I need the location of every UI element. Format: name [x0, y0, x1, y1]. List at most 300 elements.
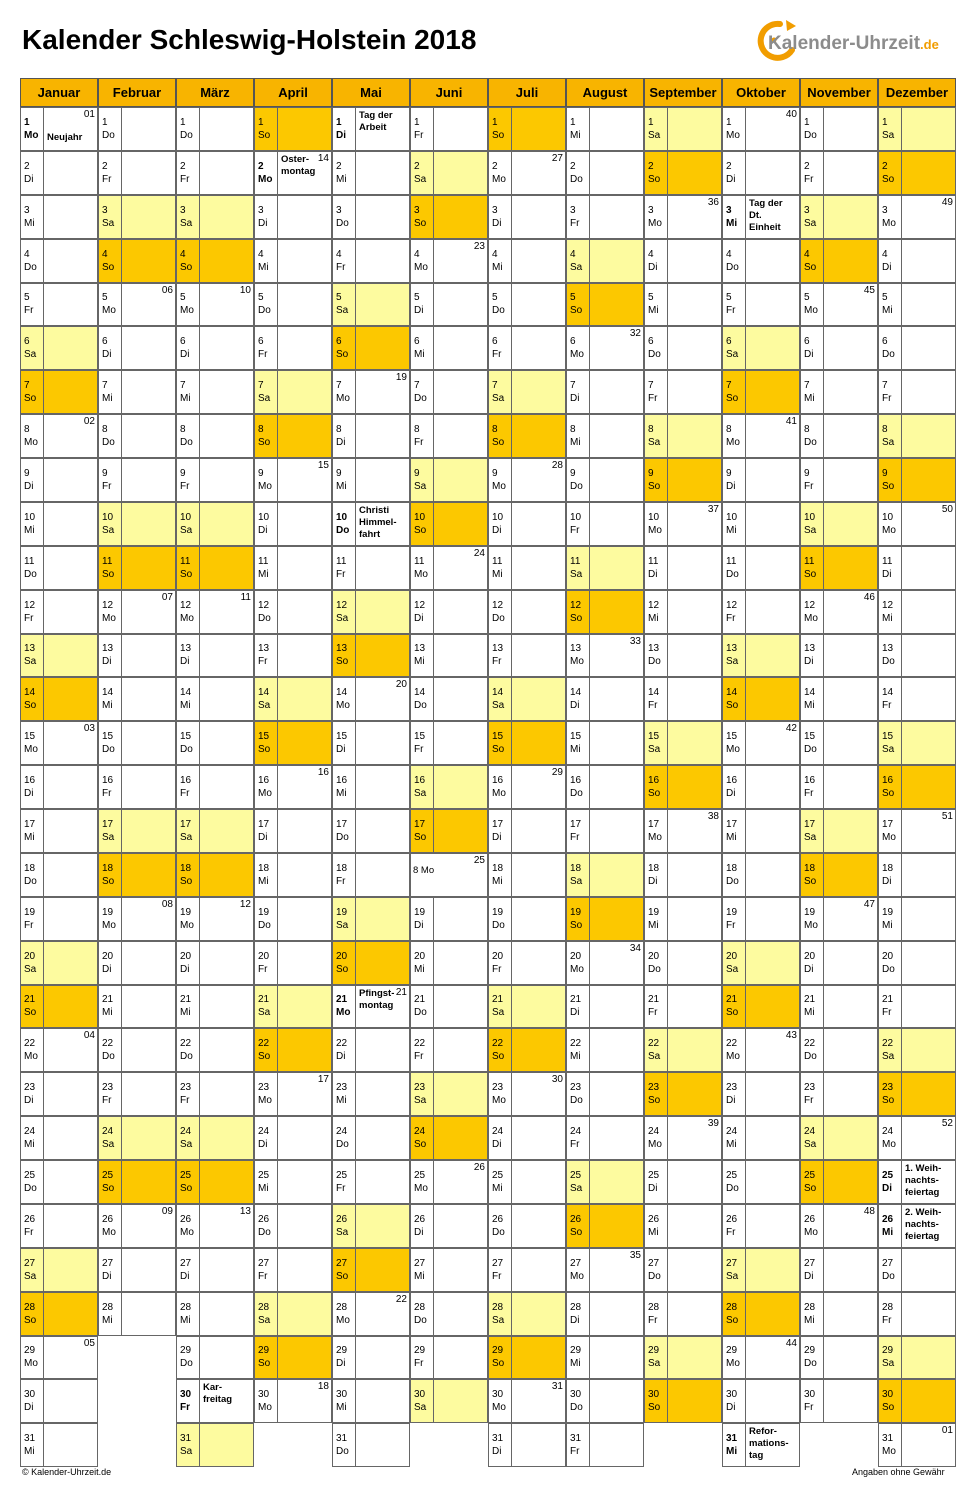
day-cell[interactable] — [644, 634, 722, 678]
day-cell[interactable] — [566, 809, 644, 853]
day-cell[interactable] — [488, 985, 566, 1029]
day-cell[interactable] — [176, 195, 254, 239]
day-cell[interactable] — [566, 195, 644, 239]
day-cell[interactable] — [566, 502, 644, 546]
day-cell[interactable] — [644, 414, 722, 458]
day-cell[interactable] — [644, 590, 722, 634]
day-cell[interactable] — [566, 151, 644, 195]
day-cell[interactable] — [800, 195, 878, 239]
day-cell[interactable] — [644, 458, 722, 502]
day-cell[interactable] — [20, 107, 98, 151]
day-cell[interactable] — [878, 1028, 956, 1072]
day-cell[interactable] — [488, 809, 566, 853]
day-cell[interactable] — [800, 677, 878, 721]
day-cell[interactable] — [254, 853, 332, 897]
day-cell[interactable] — [98, 1204, 176, 1248]
day-cell[interactable] — [254, 195, 332, 239]
day-cell[interactable] — [98, 721, 176, 765]
day-cell[interactable] — [20, 1336, 98, 1380]
day-cell[interactable] — [488, 195, 566, 239]
day-cell[interactable] — [176, 414, 254, 458]
day-cell[interactable] — [176, 1248, 254, 1292]
day-cell[interactable] — [410, 151, 488, 195]
day-cell[interactable] — [332, 283, 410, 327]
day-cell[interactable] — [176, 721, 254, 765]
day-cell[interactable] — [332, 502, 410, 546]
day-cell[interactable] — [722, 1116, 800, 1160]
day-cell[interactable] — [800, 1204, 878, 1248]
day-cell[interactable] — [332, 1116, 410, 1160]
day-cell[interactable] — [800, 634, 878, 678]
day-cell[interactable] — [722, 107, 800, 151]
day-cell[interactable] — [20, 634, 98, 678]
day-cell[interactable] — [176, 765, 254, 809]
day-cell[interactable] — [800, 1160, 878, 1204]
day-cell[interactable] — [566, 414, 644, 458]
day-cell[interactable] — [254, 1336, 332, 1380]
day-cell[interactable] — [878, 677, 956, 721]
day-cell[interactable] — [410, 765, 488, 809]
day-cell[interactable] — [98, 370, 176, 414]
day-cell[interactable] — [644, 721, 722, 765]
day-cell[interactable] — [332, 1072, 410, 1116]
day-cell[interactable] — [644, 809, 722, 853]
day-cell[interactable] — [722, 458, 800, 502]
day-cell[interactable] — [800, 458, 878, 502]
day-cell[interactable] — [800, 502, 878, 546]
day-cell[interactable] — [332, 941, 410, 985]
day-cell[interactable] — [722, 1379, 800, 1423]
day-cell[interactable] — [176, 1423, 254, 1467]
day-cell[interactable] — [878, 1248, 956, 1292]
day-cell[interactable] — [20, 809, 98, 853]
day-cell[interactable] — [878, 151, 956, 195]
day-cell[interactable] — [254, 1072, 332, 1116]
day-cell[interactable] — [644, 546, 722, 590]
day-cell[interactable] — [722, 326, 800, 370]
day-cell[interactable] — [98, 765, 176, 809]
day-cell[interactable] — [410, 634, 488, 678]
day-cell[interactable] — [254, 1248, 332, 1292]
day-cell[interactable] — [254, 985, 332, 1029]
day-cell[interactable] — [800, 414, 878, 458]
day-cell[interactable] — [98, 897, 176, 941]
day-cell[interactable] — [20, 195, 98, 239]
day-cell[interactable] — [566, 546, 644, 590]
day-cell[interactable] — [566, 590, 644, 634]
day-cell[interactable] — [20, 677, 98, 721]
day-cell[interactable] — [800, 1292, 878, 1336]
day-cell[interactable] — [20, 721, 98, 765]
day-cell[interactable] — [332, 195, 410, 239]
day-cell[interactable] — [800, 1336, 878, 1380]
day-cell[interactable] — [332, 1423, 410, 1467]
day-cell[interactable] — [566, 1336, 644, 1380]
day-cell[interactable] — [332, 1336, 410, 1380]
day-cell[interactable] — [176, 326, 254, 370]
day-cell[interactable] — [800, 765, 878, 809]
day-cell[interactable] — [722, 634, 800, 678]
day-cell[interactable] — [98, 1072, 176, 1116]
day-cell[interactable] — [332, 151, 410, 195]
day-cell[interactable] — [98, 546, 176, 590]
day-cell[interactable] — [20, 1028, 98, 1072]
day-cell[interactable] — [332, 809, 410, 853]
day-cell[interactable] — [410, 1336, 488, 1380]
day-cell[interactable] — [488, 590, 566, 634]
day-cell[interactable] — [878, 414, 956, 458]
day-cell[interactable] — [98, 985, 176, 1029]
copyright[interactable]: © Kalender-Uhrzeit.de — [22, 1467, 112, 1477]
day-cell[interactable] — [566, 1292, 644, 1336]
day-cell[interactable] — [98, 809, 176, 853]
day-cell[interactable] — [722, 809, 800, 853]
day-cell[interactable] — [254, 897, 332, 941]
day-cell[interactable] — [254, 941, 332, 985]
day-cell[interactable] — [722, 1292, 800, 1336]
day-cell[interactable] — [488, 1072, 566, 1116]
day-cell[interactable] — [176, 985, 254, 1029]
day-cell[interactable] — [722, 151, 800, 195]
day-cell[interactable] — [254, 502, 332, 546]
day-cell[interactable] — [722, 941, 800, 985]
day-cell[interactable] — [722, 239, 800, 283]
day-cell[interactable] — [878, 502, 956, 546]
day-cell[interactable] — [98, 1160, 176, 1204]
day-cell[interactable] — [410, 1116, 488, 1160]
day-cell[interactable] — [488, 1248, 566, 1292]
day-cell[interactable] — [410, 677, 488, 721]
day-cell[interactable] — [20, 414, 98, 458]
day-cell[interactable] — [566, 1248, 644, 1292]
day-cell[interactable] — [332, 1160, 410, 1204]
day-cell[interactable] — [800, 239, 878, 283]
day-cell[interactable] — [254, 239, 332, 283]
day-cell[interactable] — [488, 326, 566, 370]
day-cell[interactable] — [410, 195, 488, 239]
day-cell[interactable] — [176, 1336, 254, 1380]
day-cell[interactable] — [800, 809, 878, 853]
day-cell[interactable] — [722, 590, 800, 634]
day-cell[interactable] — [332, 634, 410, 678]
day-cell[interactable] — [566, 1116, 644, 1160]
day-cell[interactable] — [98, 458, 176, 502]
day-cell[interactable] — [176, 458, 254, 502]
day-cell[interactable] — [254, 283, 332, 327]
day-cell[interactable] — [644, 853, 722, 897]
day-cell[interactable] — [878, 1423, 956, 1467]
day-cell[interactable] — [722, 414, 800, 458]
day-cell[interactable] — [410, 1379, 488, 1423]
day-cell[interactable] — [644, 985, 722, 1029]
day-cell[interactable] — [566, 1072, 644, 1116]
day-cell[interactable] — [878, 1072, 956, 1116]
day-cell[interactable] — [644, 677, 722, 721]
day-cell[interactable] — [20, 239, 98, 283]
day-cell[interactable] — [566, 897, 644, 941]
day-cell[interactable] — [722, 677, 800, 721]
day-cell[interactable] — [410, 239, 488, 283]
day-cell[interactable] — [20, 1072, 98, 1116]
day-cell[interactable] — [566, 107, 644, 151]
day-cell[interactable] — [722, 985, 800, 1029]
day-cell[interactable] — [254, 590, 332, 634]
day-cell[interactable] — [176, 809, 254, 853]
day-cell[interactable] — [800, 853, 878, 897]
day-cell[interactable] — [332, 1379, 410, 1423]
day-cell[interactable] — [878, 370, 956, 414]
day-cell[interactable] — [176, 239, 254, 283]
day-cell[interactable] — [800, 985, 878, 1029]
day-cell[interactable] — [722, 1423, 800, 1467]
day-cell[interactable] — [644, 765, 722, 809]
day-cell[interactable] — [722, 1160, 800, 1204]
day-cell[interactable] — [878, 634, 956, 678]
day-cell[interactable] — [176, 1204, 254, 1248]
day-cell[interactable] — [566, 721, 644, 765]
day-cell[interactable] — [644, 283, 722, 327]
day-cell[interactable] — [722, 195, 800, 239]
day-cell[interactable] — [722, 1336, 800, 1380]
day-cell[interactable] — [878, 239, 956, 283]
day-cell[interactable] — [566, 1028, 644, 1072]
day-cell[interactable] — [488, 941, 566, 985]
day-cell[interactable] — [332, 1248, 410, 1292]
day-cell[interactable] — [410, 370, 488, 414]
day-cell[interactable] — [488, 370, 566, 414]
day-cell[interactable] — [800, 370, 878, 414]
day-cell[interactable] — [488, 1204, 566, 1248]
day-cell[interactable] — [20, 1160, 98, 1204]
day-cell[interactable] — [488, 1423, 566, 1467]
day-cell[interactable] — [332, 897, 410, 941]
day-cell[interactable] — [800, 897, 878, 941]
day-cell[interactable] — [20, 151, 98, 195]
day-cell[interactable] — [644, 1336, 722, 1380]
day-cell[interactable] — [98, 677, 176, 721]
day-cell[interactable] — [800, 1028, 878, 1072]
day-cell[interactable] — [566, 458, 644, 502]
day-cell[interactable] — [176, 941, 254, 985]
day-cell[interactable] — [98, 853, 176, 897]
day-cell[interactable] — [410, 1204, 488, 1248]
day-cell[interactable] — [878, 1292, 956, 1336]
day-cell[interactable] — [20, 1292, 98, 1336]
day-cell[interactable] — [488, 283, 566, 327]
day-cell[interactable] — [644, 326, 722, 370]
day-cell[interactable] — [98, 326, 176, 370]
day-cell[interactable] — [644, 941, 722, 985]
day-cell[interactable] — [332, 677, 410, 721]
day-cell[interactable] — [410, 809, 488, 853]
day-cell[interactable] — [722, 502, 800, 546]
day-cell[interactable] — [566, 1204, 644, 1248]
day-cell[interactable] — [254, 458, 332, 502]
day-cell[interactable] — [644, 239, 722, 283]
day-cell[interactable] — [644, 1160, 722, 1204]
day-cell[interactable] — [254, 1116, 332, 1160]
day-cell[interactable] — [878, 326, 956, 370]
day-cell[interactable] — [566, 941, 644, 985]
day-cell[interactable] — [410, 1160, 488, 1204]
day-cell[interactable] — [488, 1336, 566, 1380]
day-cell[interactable] — [566, 985, 644, 1029]
day-cell[interactable] — [254, 326, 332, 370]
day-cell[interactable] — [20, 502, 98, 546]
day-cell[interactable] — [20, 283, 98, 327]
day-cell[interactable] — [254, 370, 332, 414]
day-cell[interactable] — [644, 1072, 722, 1116]
day-cell[interactable] — [488, 1028, 566, 1072]
day-cell[interactable] — [878, 1204, 956, 1248]
day-cell[interactable] — [410, 941, 488, 985]
day-cell[interactable] — [410, 853, 488, 897]
day-cell[interactable] — [332, 985, 410, 1029]
day-cell[interactable] — [800, 590, 878, 634]
day-cell[interactable] — [410, 502, 488, 546]
day-cell[interactable] — [332, 414, 410, 458]
day-cell[interactable] — [488, 414, 566, 458]
day-cell[interactable] — [566, 853, 644, 897]
day-cell[interactable] — [878, 1160, 956, 1204]
day-cell[interactable] — [566, 677, 644, 721]
day-cell[interactable] — [566, 283, 644, 327]
day-cell[interactable] — [98, 634, 176, 678]
day-cell[interactable] — [98, 414, 176, 458]
day-cell[interactable] — [722, 1072, 800, 1116]
day-cell[interactable] — [722, 853, 800, 897]
day-cell[interactable] — [98, 1292, 176, 1336]
day-cell[interactable] — [254, 677, 332, 721]
day-cell[interactable] — [98, 1248, 176, 1292]
day-cell[interactable] — [176, 1116, 254, 1160]
day-cell[interactable] — [488, 458, 566, 502]
day-cell[interactable] — [98, 941, 176, 985]
day-cell[interactable] — [800, 1248, 878, 1292]
day-cell[interactable] — [644, 502, 722, 546]
day-cell[interactable] — [176, 107, 254, 151]
day-cell[interactable] — [20, 1423, 98, 1467]
day-cell[interactable] — [878, 546, 956, 590]
day-cell[interactable] — [488, 765, 566, 809]
day-cell[interactable] — [410, 897, 488, 941]
day-cell[interactable] — [878, 195, 956, 239]
day-cell[interactable] — [722, 1248, 800, 1292]
day-cell[interactable] — [20, 1204, 98, 1248]
day-cell[interactable] — [20, 897, 98, 941]
day-cell[interactable] — [176, 853, 254, 897]
day-cell[interactable] — [644, 1028, 722, 1072]
day-cell[interactable] — [644, 107, 722, 151]
day-cell[interactable] — [800, 1072, 878, 1116]
day-cell[interactable] — [176, 590, 254, 634]
day-cell[interactable] — [488, 1116, 566, 1160]
day-cell[interactable] — [20, 853, 98, 897]
day-cell[interactable] — [20, 458, 98, 502]
day-cell[interactable] — [722, 370, 800, 414]
day-cell[interactable] — [410, 1292, 488, 1336]
day-cell[interactable] — [332, 546, 410, 590]
day-cell[interactable] — [878, 107, 956, 151]
day-cell[interactable] — [332, 765, 410, 809]
day-cell[interactable] — [20, 765, 98, 809]
day-cell[interactable] — [644, 1292, 722, 1336]
day-cell[interactable] — [644, 897, 722, 941]
day-cell[interactable] — [254, 765, 332, 809]
day-cell[interactable] — [98, 239, 176, 283]
day-cell[interactable] — [410, 1072, 488, 1116]
day-cell[interactable] — [410, 107, 488, 151]
day-cell[interactable] — [410, 721, 488, 765]
day-cell[interactable] — [488, 151, 566, 195]
day-cell[interactable] — [176, 634, 254, 678]
day-cell[interactable] — [332, 370, 410, 414]
day-cell[interactable] — [800, 151, 878, 195]
day-cell[interactable] — [332, 326, 410, 370]
day-cell[interactable] — [332, 1292, 410, 1336]
day-cell[interactable] — [98, 107, 176, 151]
day-cell[interactable] — [644, 1116, 722, 1160]
day-cell[interactable] — [644, 151, 722, 195]
day-cell[interactable] — [176, 677, 254, 721]
day-cell[interactable] — [878, 721, 956, 765]
day-cell[interactable] — [566, 326, 644, 370]
day-cell[interactable] — [254, 1379, 332, 1423]
day-cell[interactable] — [20, 1379, 98, 1423]
day-cell[interactable] — [410, 1248, 488, 1292]
day-cell[interactable] — [878, 1116, 956, 1160]
day-cell[interactable] — [800, 326, 878, 370]
day-cell[interactable] — [176, 1072, 254, 1116]
day-cell[interactable] — [176, 151, 254, 195]
day-cell[interactable] — [488, 634, 566, 678]
day-cell[interactable] — [566, 1379, 644, 1423]
day-cell[interactable] — [878, 897, 956, 941]
day-cell[interactable] — [410, 546, 488, 590]
day-cell[interactable] — [410, 414, 488, 458]
day-cell[interactable] — [176, 546, 254, 590]
day-cell[interactable] — [722, 1204, 800, 1248]
day-cell[interactable] — [98, 151, 176, 195]
day-cell[interactable] — [176, 370, 254, 414]
day-cell[interactable] — [98, 283, 176, 327]
day-cell[interactable] — [722, 546, 800, 590]
day-cell[interactable] — [254, 151, 332, 195]
day-cell[interactable] — [878, 809, 956, 853]
day-cell[interactable] — [98, 1028, 176, 1072]
day-cell[interactable] — [722, 721, 800, 765]
day-cell[interactable] — [410, 458, 488, 502]
day-cell[interactable] — [878, 1336, 956, 1380]
day-cell[interactable] — [410, 326, 488, 370]
day-cell[interactable] — [176, 1379, 254, 1423]
day-cell[interactable] — [488, 721, 566, 765]
day-cell[interactable] — [488, 502, 566, 546]
day-cell[interactable] — [878, 590, 956, 634]
day-cell[interactable] — [878, 765, 956, 809]
day-cell[interactable] — [410, 590, 488, 634]
day-cell[interactable] — [644, 195, 722, 239]
day-cell[interactable] — [644, 1379, 722, 1423]
day-cell[interactable] — [20, 941, 98, 985]
day-cell[interactable] — [254, 721, 332, 765]
day-cell[interactable] — [332, 853, 410, 897]
day-cell[interactable] — [254, 634, 332, 678]
day-cell[interactable] — [566, 634, 644, 678]
day-cell[interactable] — [410, 283, 488, 327]
day-cell[interactable] — [20, 590, 98, 634]
day-cell[interactable] — [20, 1116, 98, 1160]
